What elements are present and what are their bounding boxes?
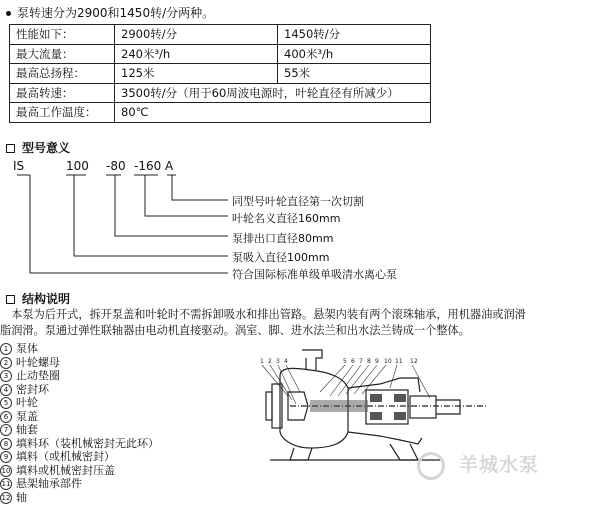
meaning-cut: 同型号叶轮直径第一次切割	[232, 195, 364, 208]
part-number: 12	[1, 493, 11, 502]
drawing-number: 11	[395, 358, 403, 365]
part-number: 3	[0, 370, 12, 382]
model-code-discharge: -80	[106, 159, 126, 173]
part-number: 8	[0, 438, 12, 450]
drawing-number: 9	[375, 358, 379, 365]
part-number: 2	[0, 357, 12, 369]
part-number: 5	[0, 397, 12, 409]
drawing-part-numbers	[260, 358, 418, 365]
table-row	[10, 44, 431, 64]
model-section-title	[6, 139, 70, 156]
part-name: 泵体	[16, 342, 38, 355]
drawing-number: 2	[268, 358, 272, 365]
square-bullet-icon	[6, 144, 15, 153]
table-cell: 80℃	[115, 103, 431, 123]
list-item	[0, 369, 159, 383]
table-cell: 400米³/h	[278, 44, 431, 64]
brand-watermark	[417, 450, 539, 480]
drawing-number: 1	[260, 358, 264, 365]
drawing-number: 5	[343, 358, 347, 365]
list-item	[0, 464, 159, 478]
part-number: 10	[1, 466, 11, 475]
speed-note	[6, 4, 214, 21]
table-cell: 最高转速：	[10, 83, 115, 103]
table-cell: 最高总扬程：	[10, 64, 115, 84]
table-cell: 125米	[115, 64, 278, 84]
table-cell: 1450转/分	[278, 25, 431, 45]
model-code-is: IS	[13, 159, 25, 173]
part-name: 密封环	[16, 382, 49, 396]
part-name: 轴套	[16, 423, 38, 436]
structure-paragraph-line-1: 本泵为后开式，拆开泵盖和叶轮时不需拆卸吸水和排出管路。悬架内装有两个滚珠轴承，用机器油或润滑	[0, 308, 526, 321]
part-name: 悬架轴承部件	[16, 477, 82, 490]
table-cell: 55米	[278, 64, 431, 84]
structure-paragraph-line-2: 脂润滑。泵通过弹性联轴器由电动机直接驱动。涡室、脚、进水法兰和出水法兰铸成一个整体。	[0, 324, 470, 337]
list-item	[0, 383, 159, 397]
table-row	[10, 103, 431, 123]
model-leader-lines	[0, 170, 240, 280]
speed-note-text: 泵转速分为2900和1450转/分两种。	[17, 6, 215, 20]
part-name: 填料（或机械密封）	[16, 450, 115, 463]
spec-table	[9, 24, 431, 123]
model-code-impeller: -160	[134, 159, 162, 173]
part-number: 1	[0, 343, 12, 355]
model-code-cut: A	[165, 159, 174, 173]
square-bullet-icon	[6, 295, 15, 304]
part-name: 填料或机械密封压盖	[16, 463, 115, 477]
meaning-standard: 符合国际标准单级单吸清水离心泵	[232, 268, 397, 281]
table-row	[10, 64, 431, 84]
part-name: 填料环（装机械密封无此环）	[16, 436, 159, 450]
table-cell: 240米³/h	[115, 44, 278, 64]
part-name: 叶轮螺母	[16, 355, 60, 369]
drawing-number: 10	[384, 358, 392, 365]
structure-section-title	[6, 290, 70, 307]
model-code-suction: 100	[66, 159, 89, 173]
part-number: 6	[0, 411, 12, 423]
part-number: 4	[0, 384, 12, 396]
drawing-number: 3	[276, 358, 280, 365]
list-item	[0, 477, 159, 491]
meaning-impeller: 叶轮名义直径160mm	[232, 212, 341, 225]
part-number: 9	[0, 451, 12, 463]
list-item	[0, 396, 159, 410]
list-item	[0, 356, 159, 370]
list-item	[0, 437, 159, 451]
list-item	[0, 423, 159, 437]
drawing-number: 12	[410, 358, 418, 365]
meaning-discharge: 泵排出口直径80mm	[232, 232, 334, 245]
bullet-icon	[6, 11, 11, 16]
parts-list	[0, 342, 159, 504]
table-cell: 2900转/分	[115, 25, 278, 45]
drawing-number: 7	[359, 358, 363, 365]
meaning-suction: 泵吸入直径100mm	[232, 251, 330, 264]
fan-logo-icon	[417, 452, 445, 480]
part-name: 止动垫圈	[16, 369, 60, 382]
table-cell: 性能如下：	[10, 25, 115, 45]
structure-section-title-text: 结构说明	[22, 292, 71, 306]
list-item	[0, 342, 159, 356]
part-name: 叶轮	[16, 396, 38, 409]
table-cell: 最大流量：	[10, 44, 115, 64]
drawing-number: 6	[351, 358, 355, 365]
list-item	[0, 450, 159, 464]
table-row	[10, 83, 431, 103]
watermark-text: 羊城水泵	[459, 454, 540, 476]
drawing-number: 4	[284, 358, 288, 365]
list-item	[0, 410, 159, 424]
part-number: 11	[1, 480, 11, 488]
table-row	[10, 25, 431, 45]
model-section-title-text: 型号意义	[22, 141, 71, 155]
list-item	[0, 491, 159, 505]
part-name: 轴	[16, 490, 27, 504]
table-cell: 3500转/分（用于60周波电源时，叶轮直径有所减少）	[115, 83, 431, 103]
drawing-number: 8	[367, 358, 371, 365]
part-name: 泵盖	[16, 409, 38, 423]
part-number: 7	[0, 424, 12, 436]
table-cell: 最高工作温度：	[10, 103, 115, 123]
